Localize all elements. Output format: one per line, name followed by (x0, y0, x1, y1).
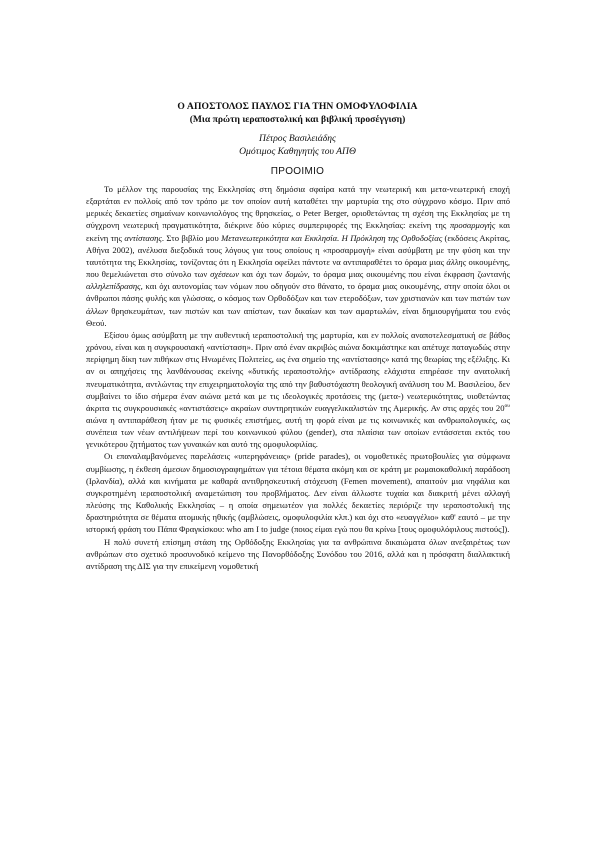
document-subtitle: (Μια πρώτη ιεραποστολική και βιβλική προσέγγιση) (189, 114, 406, 125)
text-run: οικουμένης, που θεμελιώνεται στο σύνολο των (86, 256, 510, 280)
author-block (0, 132, 595, 158)
emphasis-text: σχέσεων (210, 269, 240, 280)
text-run: . Στο βιβλίο μου (161, 232, 222, 243)
emphasis-text: αντίστασης (124, 232, 162, 243)
paragraph-2 (86, 329, 510, 451)
paragraph-3: Οι επαναλαμβανόμενες παρελάσεις «υπερηφάνειας» (pride parades), οι νομοθετικές πρωτοβουλίες για σύμφωνα συμβίωσης, η έκθεση άμεσων δημοσιογραφημάτων για τέτοια θέματα ακόμη και σε κράτη με ρωμαιοκαθολική παράδοση (Ιρλανδία), αλλά και κινήματα με καθαρά αντιθρησκευτική στόχευση (Femen movement), απαιτούν μια νηφάλια και συγκροτημένη ιεραποστολική αναμετώπιση του προβλήματος. Δεν είναι άλλωστε τυχαία και διακριτή μένει αλλαγή πλεύσης της Καθολικής Εκκλησίας – η οποία σημειωτέον για πολλές δεκαετίες περιόριζε την ιεραποστολική της δραστηριότητα σε θέματα ατομικής ηθικής (αμβλώσεις, ομοφυλοφιλία κλπ.) και όχι στο «ευαγγέλιο» καθ' εαυτό – με την ιστορική φράση του Πάπα Φραγκίσκου: who am I to judge (ποιος είμαι εγώ που θα κρίνω [τους ομοφυλόφιλους πιστούς]). (86, 451, 510, 535)
paragraph-4: Η πολύ συνετή επίσημη στάση της Ορθόδοξης Εκκλησίας για τα ανθρώπινα δικαιώματα όλων ανεξαιρέτως των ανθρώπων στο σχετικό προσυνοδικό κείμενο της Πανορθόδοξης Συνόδου του 2016, αλλά και η πρόσφατη διαλλακτική αντίδραση της ΔΙΣ για την επικείμενη νομοθετική (86, 536, 510, 571)
text-run: Εξίσου όμως ασύμβατη με την αυθεντική ιεραποστολική της μαρτυρία, και εν πολλοίς αναποτελεσματική σε βάθος χρόνου, είναι και η συγκρουσιακή «αντίσταση». Πριν από έναν ακριβώς αιώνα δοκιμάστηκε και απέτυχε παταγωδώς στην περίφημη δίκη των πιθήκων στις Ηνωμένες Πολιτείες, ως ένα σημείο της «αντίστασης» κατά της θεωρίας της εξέλιξης. Κι αν οι απηχήσεις της λανθάνουσας εκείνης «δυτικής ιεραποστολής» αντίδρασης ελάχιστα επηρέασε την ανατολική πνευματικότητα, αντλώντας την επιχειρηματολογία της από την βαθυστόχαστη θεολογική ανάλυση του Μ. Βασιλείου, δεν συμβαίνει το ίδιο σήμερα έναν αιώνα μετά και με τις ιδεολογικές προτάσεις της (μετα-) νεωτερικότητας, υιοθετώντας άκριτα τις συγκρουσιακές «αντιστάσεις» ακραίων συντηρητικών ευαγγελικαλιστών της Αμερικής. Αν στις αρχές του 20 (86, 329, 510, 413)
superscript: ου (504, 402, 510, 409)
section-heading: ΠΡΟΟΙΜΙΟ (270, 166, 325, 177)
emphasis-text: δομών (285, 269, 308, 280)
text-run: , και όχι αυτονομίας των νόμων που οδηγούν στο θάνατο, το όραμα μιας οικουμένης, στην οποία όλοι οι άνθρωποι πάσης φυλής και γλώσσας, ο κόσμος των Ορθοδόξων και των ετεροδόξων, των χριστιανών και των πιστών των (86, 281, 510, 304)
text-run: και όχι των (239, 269, 286, 280)
emphasis-text: άλλων (86, 305, 108, 316)
book-title: Μετανεωτερικότητα και Εκκλησία. Η Πρόκληση της Ορθοδοξίας (221, 232, 443, 243)
author-role: Ομότιμος Καθηγητής του ΑΠΘ (239, 146, 356, 157)
text-run: θρησκευμάτων, των πιστών και των απίστων, των δικαίων και των αμαρτωλών, είναι δημιουργήματα του ενός Θεού. (86, 305, 510, 328)
author-name: Πέτρος Βασιλειάδης (259, 133, 336, 144)
body-text (86, 183, 510, 572)
text-run: αιώνα η αντιπαράθεση ήταν με τις φυσικές επιστήμες, αυτή τη φορά είναι με τις κοινωνικές και ανθρωπολογικές, ως συνέπεια των νέων αντιλήψεων περί του κοινωνικού φύλου (gender), στα πλαίσια των οποίων εντάσσεται εκτός του γενικότερου ζητήματος των γυναικών και αυτό της ομοφυλοφιλίας. (86, 414, 510, 450)
emphasis-text: αλληλεπίδρασης (86, 281, 141, 292)
paragraph-1 (86, 183, 510, 329)
text-run: (εκδόσεις Ακρίτας, Αθήνα 2002), ανέλυσα διεξοδικά τους λόγους για τους οποίους η «προσαρμογή» είναι ασύμβατη με την φύση και την ταυτότητα της Εκκλησίας, τονίζοντας ότι η Εκκλησία οφείλει πάντοτε να αντιπαραθέτει το όραμα μιας (86, 232, 510, 267)
text-run: , το όραμα μιας οικουμένης που είναι έκφραση ζωντανής (307, 269, 511, 280)
document-header (0, 100, 595, 126)
document-title: Ο ΑΠΟΣΤΟΛΟΣ ΠΑΥΛΟΣ ΓΙΑ ΤΗΝ ΟΜΟΦΥΛΟΦΙΛΙΑ (177, 101, 418, 112)
emphasis-text: προσαρμογής (449, 220, 496, 231)
emphasis-text: άλλης (446, 256, 467, 267)
text-run: και εκείνη της (86, 220, 511, 243)
text-run: Το μέλλον της παρουσίας της Εκκλησίας στη δημόσια σφαίρα κατά την νεωτερική και μετα-νεωτερική εποχή εξαρτάται εν πολλοίς από τον τρόπο με τον οποίον αυτή καταθέτει την μαρτυρία της στο σύγχρονο κόσμο. Πριν από μερικές δεκαετίες σημαίνων κοινωνιολόγος της θρησκείας, ο Peter Berger, οριοθετώντας τη σχέση της Εκκλησίας με τη σύγχρονη νεωτερική πραγματικότητα, διέκρινε δύο κύριες συμπεριφορές της Εκκλησίας: εκείνη της (86, 184, 510, 231)
